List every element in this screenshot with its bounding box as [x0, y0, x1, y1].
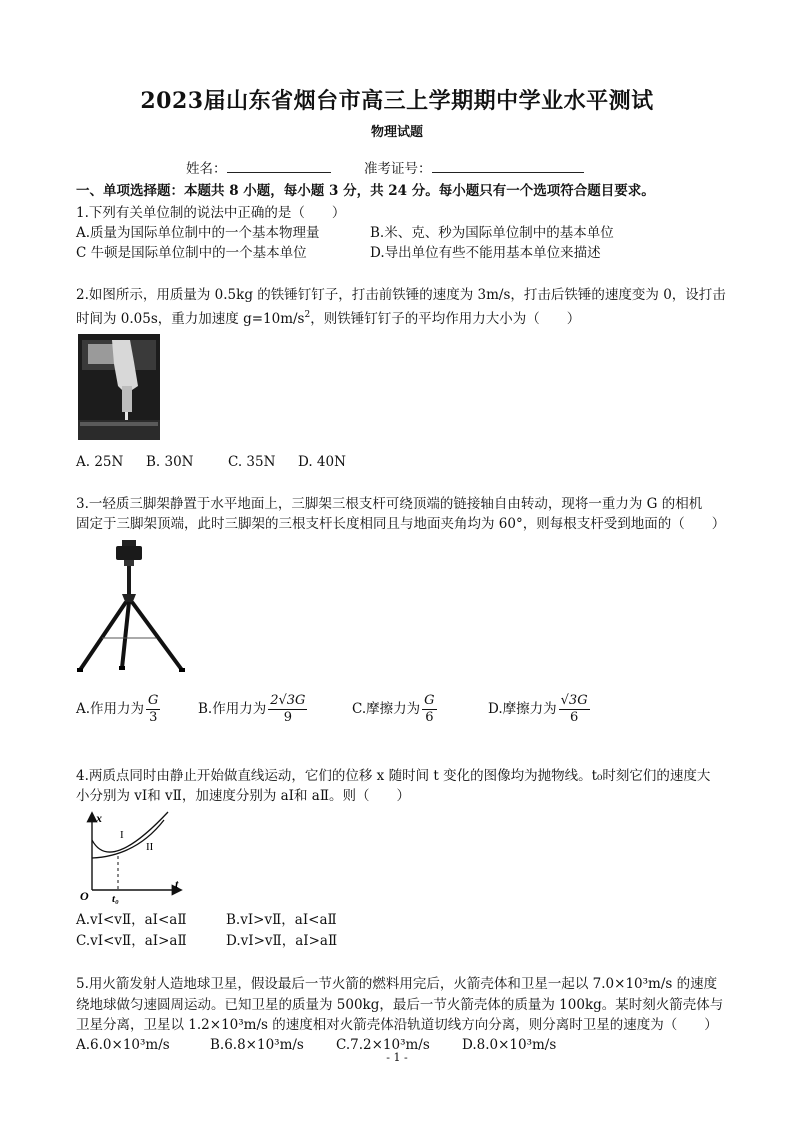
curve-i-label: I: [120, 829, 124, 841]
position-time-graph: [76, 808, 186, 904]
exam-id-blank: [432, 159, 584, 173]
question-5-stem-line3: 卫星分离，卫星以 1.2×10³m/s 的速度相对火箭壳体沿轨道切线方向分离，则分离时卫星的速度为（ ）: [76, 1017, 718, 1033]
question-4-option-b: B.vⅠ>vⅡ，aⅠ<aⅡ: [226, 912, 337, 928]
fraction-numerator: 2√3G: [270, 693, 306, 708]
question-1-option-c: C 牛顿是国际单位制中的一个基本单位: [76, 245, 307, 261]
page-subtitle: 物理试题: [370, 125, 423, 140]
question-4-stem-line2: 小分别为 vⅠ和 vⅡ，加速度分别为 aⅠ和 aⅡ。则（ ）: [76, 788, 411, 804]
fraction-denominator: 6: [569, 710, 579, 725]
question-3-option-d-fraction: [559, 693, 590, 726]
question-1-stem: 1.下列有关单位制的说法中正确的是（ ）: [76, 205, 346, 221]
question-3-option-b-fraction: [268, 693, 307, 726]
question-1-option-a: A.质量为国际单位制中的一个基本物理量: [76, 225, 320, 241]
question-2-stem-line1: 2.如图所示，用质量为 0.5kg 的铁锤钉钉子，打击前铁锤的速度为 3m/s，打击后铁锤的速度变为 0，设打击: [76, 287, 726, 303]
question-4-stem-line1: 4.两质点同时由静止开始做直线运动，它们的位移 x 随时间 t 变化的图像均为抛物线。t₀时刻它们的速度大: [76, 768, 711, 784]
question-2-stem-line2a: 时间为 0.05s，重力加速度 g=10m/s: [76, 311, 305, 327]
question-2-option-b: B. 30N: [146, 454, 194, 470]
question-3-option-b-prefix: B.作用力为: [198, 701, 267, 717]
question-2-stem-sup: 2: [304, 310, 311, 320]
question-2-stem-line2: [76, 306, 580, 328]
fraction-numerator: √3G: [560, 693, 588, 708]
t0-label: t₀: [112, 893, 119, 904]
question-1-option-b: B.米、克、秒为国际单位制中的基本单位: [370, 225, 614, 241]
question-3-stem-line1: 3.一轻质三脚架静置于水平地面上，三脚架三根支杆可绕顶端的链接轴自由转动，现将一重力为 G 的相机: [76, 496, 703, 512]
question-3-option-a: [76, 693, 160, 726]
curve-i: [92, 812, 168, 852]
fraction-denominator: 9: [283, 710, 292, 725]
fraction-numerator: G: [424, 693, 435, 708]
name-label: 姓名：: [186, 161, 227, 177]
question-5-option-c: C.7.2×10³m/s: [336, 1037, 430, 1053]
question-3-option-a-fraction: [146, 693, 160, 726]
question-5-option-a: A.6.0×10³m/s: [76, 1037, 170, 1053]
tripod-camera-image: [72, 538, 192, 674]
question-2-option-c: C. 35N: [228, 454, 276, 470]
question-5-stem-line1: 5.用火箭发射人造地球卫星，假设最后一节火箭的燃料用完后，火箭壳体和卫星一起以 7.0×10³m/s 的速度: [76, 976, 718, 992]
question-3-option-d: [488, 693, 590, 726]
fraction-numerator: G: [148, 693, 159, 708]
question-5-option-d: D.8.0×10³m/s: [462, 1037, 557, 1053]
page-number: - 1 -: [386, 1051, 408, 1064]
t-axis-label: t: [175, 877, 179, 891]
question-3-option-c: [352, 693, 437, 726]
hammer-nail-photo: [78, 334, 160, 440]
exam-id-label: 准考证号：: [364, 161, 432, 177]
fraction-denominator: 3: [149, 710, 158, 725]
question-3-option-d-prefix: D.摩擦力为: [488, 701, 557, 717]
question-2-option-d: D. 40N: [298, 454, 346, 470]
origin-label: O: [80, 889, 89, 903]
question-3-option-a-prefix: A.作用力为: [76, 701, 145, 717]
question-4-option-d: D.vⅠ>vⅡ，aⅠ>aⅡ: [226, 933, 338, 949]
question-2-stem-line2b: ，则铁锤钉钉子的平均作用力大小为（ ）: [310, 311, 581, 327]
question-4-option-c: C.vⅠ<vⅡ，aⅠ>aⅡ: [76, 933, 187, 949]
x-axis-label: x: [96, 811, 102, 825]
exam-id-field: [364, 159, 584, 178]
question-4-option-a: A.vⅠ<vⅡ，aⅠ<aⅡ: [76, 912, 187, 928]
section-heading: 一、单项选择题：本题共 8 小题，每小题 3 分，共 24 分。每小题只有一个选项符合题目要求。: [76, 183, 655, 199]
fraction-denominator: 6: [425, 710, 434, 725]
question-3-option-c-prefix: C.摩擦力为: [352, 701, 421, 717]
question-3-stem-line2: 固定于三脚架顶端，此时三脚架的三根支杆长度相同且与地面夹角均为 60°，则每根支杆受到地面的（ ）: [76, 516, 726, 532]
page-title: 2023届山东省烟台市高三上学期期中学业水平测试: [140, 88, 654, 114]
question-5-option-b: B.6.8×10³m/s: [210, 1037, 304, 1053]
question-3-option-b: [198, 693, 307, 726]
name-field: [186, 159, 331, 178]
question-3-option-c-fraction: [422, 693, 436, 726]
question-1-option-d: D.导出单位有些不能用基本单位来描述: [370, 245, 601, 261]
curve-ii-label: II: [146, 841, 154, 853]
question-2-option-a: A. 25N: [76, 454, 124, 470]
question-5-stem-line2: 绕地球做匀速圆周运动。已知卫星的质量为 500kg，最后一节火箭壳体的质量为 100kg。某时刻火箭壳体与: [76, 997, 724, 1013]
name-blank: [227, 159, 331, 173]
